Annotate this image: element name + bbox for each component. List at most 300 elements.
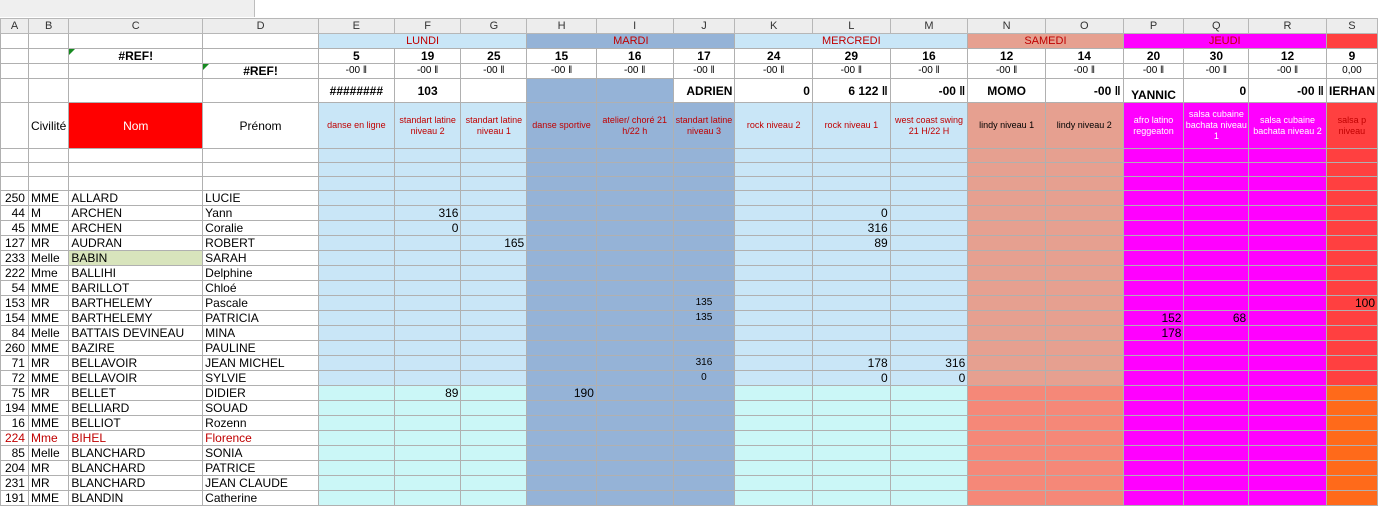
- column-header-s[interactable]: S: [1326, 19, 1377, 34]
- value-cell-k[interactable]: [735, 191, 813, 206]
- value-cell-m[interactable]: [890, 251, 968, 266]
- value-cell-l[interactable]: [812, 431, 890, 446]
- value-cell-g[interactable]: [461, 431, 527, 446]
- value-cell-s[interactable]: [1326, 461, 1377, 476]
- value-cell-g[interactable]: [461, 311, 527, 326]
- value-cell-f[interactable]: [394, 416, 461, 431]
- value-cell-q[interactable]: 68: [1184, 311, 1249, 326]
- header-number-e[interactable]: 5: [318, 49, 394, 64]
- value-cell-r[interactable]: [1249, 491, 1327, 506]
- prenom-cell[interactable]: Rozenn: [203, 416, 319, 431]
- cell-a-sum[interactable]: [1, 79, 29, 103]
- value-cell-h[interactable]: [527, 236, 597, 251]
- civilite-cell[interactable]: Mme: [28, 431, 68, 446]
- value-cell-j[interactable]: [673, 461, 735, 476]
- value-cell-j[interactable]: 135: [673, 296, 735, 311]
- value-cell-n[interactable]: [968, 461, 1046, 476]
- value-cell-r[interactable]: [1249, 461, 1327, 476]
- value-cell-h[interactable]: 190: [527, 386, 597, 401]
- empty-cell[interactable]: [673, 163, 735, 177]
- value-cell-q[interactable]: [1184, 341, 1249, 356]
- value-cell-j[interactable]: 316: [673, 356, 735, 371]
- value-cell-s[interactable]: [1326, 311, 1377, 326]
- header-value-f[interactable]: -00 ‖: [394, 64, 461, 79]
- value-cell-o[interactable]: [1045, 281, 1123, 296]
- value-cell-n[interactable]: [968, 446, 1046, 461]
- value-cell-p[interactable]: [1123, 356, 1184, 371]
- header-number-p[interactable]: 20: [1123, 49, 1184, 64]
- value-cell-r[interactable]: [1249, 191, 1327, 206]
- value-cell-m[interactable]: [890, 206, 968, 221]
- value-cell-i[interactable]: [596, 341, 673, 356]
- empty-cell[interactable]: [1123, 177, 1184, 191]
- column-header-o[interactable]: O: [1045, 19, 1123, 34]
- value-cell-s[interactable]: [1326, 266, 1377, 281]
- value-cell-m[interactable]: 0: [890, 371, 968, 386]
- subject-n[interactable]: lindy niveau 1: [968, 103, 1046, 149]
- subject-g[interactable]: standart latine niveau 1: [461, 103, 527, 149]
- value-cell-h[interactable]: [527, 446, 597, 461]
- value-cell-e[interactable]: [318, 326, 394, 341]
- value-cell-m[interactable]: [890, 191, 968, 206]
- nom-cell[interactable]: BELLET: [69, 386, 203, 401]
- value-cell-s[interactable]: [1326, 491, 1377, 506]
- column-header-d[interactable]: D: [203, 19, 319, 34]
- empty-cell[interactable]: [203, 163, 319, 177]
- value-cell-m[interactable]: [890, 296, 968, 311]
- row-id[interactable]: 127: [1, 236, 29, 251]
- value-cell-m[interactable]: [890, 431, 968, 446]
- value-cell-l[interactable]: [812, 191, 890, 206]
- value-cell-e[interactable]: [318, 191, 394, 206]
- value-cell-l[interactable]: [812, 311, 890, 326]
- empty-cell[interactable]: [673, 177, 735, 191]
- name-box[interactable]: [0, 0, 255, 17]
- row-id[interactable]: 75: [1, 386, 29, 401]
- value-cell-o[interactable]: [1045, 431, 1123, 446]
- value-cell-n[interactable]: [968, 311, 1046, 326]
- value-cell-f[interactable]: [394, 431, 461, 446]
- value-cell-s[interactable]: [1326, 446, 1377, 461]
- empty-cell[interactable]: [527, 177, 597, 191]
- empty-cell[interactable]: [1184, 149, 1249, 163]
- value-cell-s[interactable]: [1326, 476, 1377, 491]
- cell-b-day[interactable]: [28, 34, 68, 49]
- nom-cell[interactable]: ARCHEN: [69, 221, 203, 236]
- column-header-j[interactable]: J: [673, 19, 735, 34]
- nom-cell[interactable]: BLANCHARD: [69, 476, 203, 491]
- empty-cell[interactable]: [69, 163, 203, 177]
- value-cell-r[interactable]: [1249, 431, 1327, 446]
- cell-a-val[interactable]: [1, 64, 29, 79]
- value-cell-m[interactable]: [890, 461, 968, 476]
- row-id[interactable]: 233: [1, 251, 29, 266]
- empty-cell[interactable]: [735, 177, 813, 191]
- civilite-cell[interactable]: MME: [28, 341, 68, 356]
- value-cell-o[interactable]: [1045, 461, 1123, 476]
- header-value-o[interactable]: -00 ‖: [1045, 64, 1123, 79]
- value-cell-m[interactable]: 316: [890, 356, 968, 371]
- empty-cell[interactable]: [1045, 163, 1123, 177]
- subject-s[interactable]: salsa p niveau: [1326, 103, 1377, 149]
- nom-cell[interactable]: BLANDIN: [69, 491, 203, 506]
- value-cell-n[interactable]: [968, 476, 1046, 491]
- subject-q[interactable]: salsa cubaine bachata niveau 1: [1184, 103, 1249, 149]
- header-value-k[interactable]: -00 ‖: [735, 64, 813, 79]
- value-cell-s[interactable]: [1326, 191, 1377, 206]
- value-cell-p[interactable]: [1123, 416, 1184, 431]
- value-cell-o[interactable]: [1045, 491, 1123, 506]
- value-cell-o[interactable]: [1045, 206, 1123, 221]
- value-cell-f[interactable]: [394, 341, 461, 356]
- empty-cell[interactable]: [735, 163, 813, 177]
- column-header-a[interactable]: A: [1, 19, 29, 34]
- value-cell-h[interactable]: [527, 491, 597, 506]
- value-cell-o[interactable]: [1045, 221, 1123, 236]
- value-cell-p[interactable]: [1123, 236, 1184, 251]
- header-number-j[interactable]: 17: [673, 49, 735, 64]
- value-cell-k[interactable]: [735, 386, 813, 401]
- value-cell-m[interactable]: [890, 221, 968, 236]
- value-cell-r[interactable]: [1249, 356, 1327, 371]
- prenom-cell[interactable]: ROBERT: [203, 236, 319, 251]
- empty-cell[interactable]: [527, 163, 597, 177]
- value-cell-i[interactable]: [596, 431, 673, 446]
- value-cell-l[interactable]: [812, 461, 890, 476]
- day-samedi[interactable]: SAMEDI: [968, 34, 1123, 49]
- empty-cell[interactable]: [28, 177, 68, 191]
- nom-cell[interactable]: BAZIRE: [69, 341, 203, 356]
- row-id[interactable]: 44: [1, 206, 29, 221]
- civilite-cell[interactable]: MME: [28, 416, 68, 431]
- value-cell-e[interactable]: [318, 311, 394, 326]
- nom-cell[interactable]: BABIN: [69, 251, 203, 266]
- empty-cell[interactable]: [1184, 163, 1249, 177]
- value-cell-i[interactable]: [596, 386, 673, 401]
- value-cell-h[interactable]: [527, 206, 597, 221]
- prenom-cell[interactable]: PATRICIA: [203, 311, 319, 326]
- value-cell-l[interactable]: [812, 476, 890, 491]
- row-id[interactable]: 45: [1, 221, 29, 236]
- prenom-header[interactable]: Prénom: [203, 103, 319, 149]
- header-value-s[interactable]: 0,00: [1326, 64, 1377, 79]
- value-cell-e[interactable]: [318, 371, 394, 386]
- value-cell-r[interactable]: [1249, 446, 1327, 461]
- value-cell-k[interactable]: [735, 431, 813, 446]
- value-cell-i[interactable]: [596, 251, 673, 266]
- header-value-m[interactable]: -00 ‖: [890, 64, 968, 79]
- value-cell-l[interactable]: 0: [812, 371, 890, 386]
- value-cell-k[interactable]: [735, 401, 813, 416]
- value-cell-g[interactable]: 165: [461, 236, 527, 251]
- nom-cell[interactable]: BLANCHARD: [69, 461, 203, 476]
- header-number-o[interactable]: 14: [1045, 49, 1123, 64]
- value-cell-o[interactable]: [1045, 371, 1123, 386]
- column-header-i[interactable]: I: [596, 19, 673, 34]
- value-cell-r[interactable]: [1249, 281, 1327, 296]
- value-cell-j[interactable]: [673, 401, 735, 416]
- value-cell-i[interactable]: [596, 416, 673, 431]
- ref-error-d[interactable]: #REF!: [203, 64, 319, 79]
- day-jeudi[interactable]: JEUDI: [1123, 34, 1326, 49]
- value-cell-j[interactable]: [673, 386, 735, 401]
- empty-cell[interactable]: [1123, 149, 1184, 163]
- formula-bar[interactable]: [0, 0, 1378, 19]
- value-cell-g[interactable]: [461, 191, 527, 206]
- nom-cell[interactable]: BARTHELEMY: [69, 296, 203, 311]
- value-cell-k[interactable]: [735, 221, 813, 236]
- prenom-cell[interactable]: SONIA: [203, 446, 319, 461]
- value-cell-h[interactable]: [527, 311, 597, 326]
- value-cell-e[interactable]: [318, 431, 394, 446]
- value-cell-e[interactable]: [318, 206, 394, 221]
- civilite-cell[interactable]: MME: [28, 491, 68, 506]
- value-cell-f[interactable]: [394, 266, 461, 281]
- civilite-cell[interactable]: MR: [28, 296, 68, 311]
- value-cell-j[interactable]: [673, 416, 735, 431]
- empty-cell[interactable]: [394, 149, 461, 163]
- value-cell-q[interactable]: [1184, 326, 1249, 341]
- value-cell-p[interactable]: [1123, 281, 1184, 296]
- civilite-cell[interactable]: MR: [28, 356, 68, 371]
- value-cell-j[interactable]: [673, 236, 735, 251]
- value-cell-g[interactable]: [461, 446, 527, 461]
- value-cell-g[interactable]: [461, 461, 527, 476]
- value-cell-k[interactable]: [735, 251, 813, 266]
- value-cell-k[interactable]: [735, 311, 813, 326]
- value-cell-p[interactable]: [1123, 386, 1184, 401]
- value-cell-s[interactable]: [1326, 356, 1377, 371]
- value-cell-o[interactable]: [1045, 356, 1123, 371]
- empty-cell[interactable]: [1, 149, 29, 163]
- header-number-s[interactable]: 9: [1326, 49, 1377, 64]
- value-cell-q[interactable]: [1184, 446, 1249, 461]
- empty-cell[interactable]: [527, 149, 597, 163]
- value-cell-l[interactable]: 316: [812, 221, 890, 236]
- value-cell-g[interactable]: [461, 371, 527, 386]
- column-header-c[interactable]: C: [69, 19, 203, 34]
- prenom-cell[interactable]: JEAN MICHEL: [203, 356, 319, 371]
- header-number-l[interactable]: 29: [812, 49, 890, 64]
- header-value-p[interactable]: -00 ‖: [1123, 64, 1184, 79]
- prenom-cell[interactable]: DIDIER: [203, 386, 319, 401]
- value-cell-i[interactable]: [596, 461, 673, 476]
- value-cell-s[interactable]: [1326, 281, 1377, 296]
- empty-cell[interactable]: [1, 163, 29, 177]
- value-cell-k[interactable]: [735, 356, 813, 371]
- header-number-n[interactable]: 12: [968, 49, 1046, 64]
- summary-n[interactable]: MOMO: [968, 79, 1046, 103]
- value-cell-n[interactable]: [968, 236, 1046, 251]
- summary-h[interactable]: [527, 79, 597, 103]
- value-cell-n[interactable]: [968, 221, 1046, 236]
- cell-d-day[interactable]: [203, 34, 319, 49]
- value-cell-o[interactable]: [1045, 401, 1123, 416]
- subject-e[interactable]: danse en ligne: [318, 103, 394, 149]
- value-cell-e[interactable]: [318, 491, 394, 506]
- subject-i[interactable]: atelier/ choré 21 h/22 h: [596, 103, 673, 149]
- value-cell-i[interactable]: [596, 191, 673, 206]
- empty-cell[interactable]: [394, 163, 461, 177]
- value-cell-m[interactable]: [890, 401, 968, 416]
- value-cell-q[interactable]: [1184, 416, 1249, 431]
- value-cell-h[interactable]: [527, 266, 597, 281]
- value-cell-f[interactable]: [394, 491, 461, 506]
- value-cell-e[interactable]: [318, 416, 394, 431]
- cell-c-val[interactable]: [69, 64, 203, 79]
- value-cell-i[interactable]: [596, 281, 673, 296]
- nom-cell[interactable]: BELLIARD: [69, 401, 203, 416]
- value-cell-l[interactable]: 178: [812, 356, 890, 371]
- value-cell-f[interactable]: [394, 326, 461, 341]
- empty-cell[interactable]: [1326, 149, 1377, 163]
- column-header-b[interactable]: B: [28, 19, 68, 34]
- value-cell-l[interactable]: [812, 491, 890, 506]
- empty-cell[interactable]: [1123, 163, 1184, 177]
- value-cell-q[interactable]: [1184, 356, 1249, 371]
- value-cell-j[interactable]: [673, 341, 735, 356]
- value-cell-e[interactable]: [318, 461, 394, 476]
- empty-cell[interactable]: [394, 177, 461, 191]
- cell-a-day[interactable]: [1, 34, 29, 49]
- value-cell-k[interactable]: [735, 446, 813, 461]
- value-cell-k[interactable]: [735, 266, 813, 281]
- value-cell-g[interactable]: [461, 206, 527, 221]
- value-cell-e[interactable]: [318, 446, 394, 461]
- cell-b-val[interactable]: [28, 64, 68, 79]
- prenom-cell[interactable]: Chloé: [203, 281, 319, 296]
- subject-o[interactable]: lindy niveau 2: [1045, 103, 1123, 149]
- value-cell-g[interactable]: [461, 386, 527, 401]
- value-cell-m[interactable]: [890, 281, 968, 296]
- row-id[interactable]: 222: [1, 266, 29, 281]
- empty-cell[interactable]: [1326, 163, 1377, 177]
- empty-cell[interactable]: [890, 163, 968, 177]
- value-cell-f[interactable]: [394, 296, 461, 311]
- value-cell-h[interactable]: [527, 371, 597, 386]
- subject-k[interactable]: rock niveau 2: [735, 103, 813, 149]
- row-id[interactable]: 72: [1, 371, 29, 386]
- header-number-g[interactable]: 25: [461, 49, 527, 64]
- value-cell-o[interactable]: [1045, 296, 1123, 311]
- empty-cell[interactable]: [1249, 163, 1327, 177]
- value-cell-r[interactable]: [1249, 251, 1327, 266]
- header-number-q[interactable]: 30: [1184, 49, 1249, 64]
- subject-h[interactable]: danse sportive: [527, 103, 597, 149]
- value-cell-l[interactable]: [812, 326, 890, 341]
- prenom-cell[interactable]: Coralie: [203, 221, 319, 236]
- value-cell-p[interactable]: [1123, 206, 1184, 221]
- value-cell-r[interactable]: [1249, 266, 1327, 281]
- value-cell-r[interactable]: [1249, 311, 1327, 326]
- row-id[interactable]: 224: [1, 431, 29, 446]
- value-cell-l[interactable]: [812, 386, 890, 401]
- value-cell-g[interactable]: [461, 326, 527, 341]
- value-cell-g[interactable]: [461, 251, 527, 266]
- value-cell-s[interactable]: [1326, 206, 1377, 221]
- value-cell-o[interactable]: [1045, 416, 1123, 431]
- header-number-m[interactable]: 16: [890, 49, 968, 64]
- value-cell-r[interactable]: [1249, 206, 1327, 221]
- value-cell-s[interactable]: 100: [1326, 296, 1377, 311]
- value-cell-i[interactable]: [596, 326, 673, 341]
- value-cell-k[interactable]: [735, 416, 813, 431]
- value-cell-f[interactable]: [394, 461, 461, 476]
- value-cell-i[interactable]: [596, 221, 673, 236]
- value-cell-e[interactable]: [318, 221, 394, 236]
- row-id[interactable]: 154: [1, 311, 29, 326]
- value-cell-k[interactable]: [735, 296, 813, 311]
- value-cell-q[interactable]: [1184, 386, 1249, 401]
- value-cell-k[interactable]: [735, 236, 813, 251]
- column-header-q[interactable]: Q: [1184, 19, 1249, 34]
- prenom-cell[interactable]: Yann: [203, 206, 319, 221]
- value-cell-o[interactable]: [1045, 341, 1123, 356]
- value-cell-h[interactable]: [527, 191, 597, 206]
- empty-cell[interactable]: [890, 177, 968, 191]
- summary-i[interactable]: [596, 79, 673, 103]
- subject-f[interactable]: standart latine niveau 2: [394, 103, 461, 149]
- summary-s[interactable]: IERHAN: [1326, 79, 1377, 103]
- civilite-cell[interactable]: MR: [28, 236, 68, 251]
- value-cell-g[interactable]: [461, 221, 527, 236]
- empty-cell[interactable]: [596, 163, 673, 177]
- value-cell-i[interactable]: [596, 266, 673, 281]
- summary-l[interactable]: 6 122 ‖: [812, 79, 890, 103]
- empty-cell[interactable]: [1045, 177, 1123, 191]
- value-cell-j[interactable]: [673, 191, 735, 206]
- day-mardi[interactable]: MARDI: [527, 34, 735, 49]
- civilite-header[interactable]: Civilité: [28, 103, 68, 149]
- value-cell-h[interactable]: [527, 341, 597, 356]
- header-value-l[interactable]: -00 ‖: [812, 64, 890, 79]
- nom-cell[interactable]: ALLARD: [69, 191, 203, 206]
- value-cell-e[interactable]: [318, 341, 394, 356]
- value-cell-f[interactable]: 316: [394, 206, 461, 221]
- civilite-cell[interactable]: Melle: [28, 326, 68, 341]
- header-number-f[interactable]: 19: [394, 49, 461, 64]
- value-cell-m[interactable]: [890, 311, 968, 326]
- value-cell-r[interactable]: [1249, 326, 1327, 341]
- value-cell-m[interactable]: [890, 446, 968, 461]
- value-cell-s[interactable]: [1326, 416, 1377, 431]
- value-cell-e[interactable]: [318, 236, 394, 251]
- value-cell-f[interactable]: [394, 251, 461, 266]
- value-cell-o[interactable]: [1045, 326, 1123, 341]
- prenom-cell[interactable]: SYLVIE: [203, 371, 319, 386]
- value-cell-r[interactable]: [1249, 236, 1327, 251]
- value-cell-h[interactable]: [527, 326, 597, 341]
- value-cell-g[interactable]: [461, 491, 527, 506]
- value-cell-n[interactable]: [968, 206, 1046, 221]
- nom-header[interactable]: Nom: [69, 103, 203, 149]
- value-cell-j[interactable]: [673, 326, 735, 341]
- value-cell-f[interactable]: [394, 191, 461, 206]
- prenom-cell[interactable]: SARAH: [203, 251, 319, 266]
- value-cell-f[interactable]: 0: [394, 221, 461, 236]
- value-cell-g[interactable]: [461, 341, 527, 356]
- value-cell-n[interactable]: [968, 356, 1046, 371]
- value-cell-q[interactable]: [1184, 476, 1249, 491]
- value-cell-n[interactable]: [968, 266, 1046, 281]
- day-lundi[interactable]: LUNDI: [318, 34, 526, 49]
- civilite-cell[interactable]: M: [28, 206, 68, 221]
- prenom-cell[interactable]: JEAN CLAUDE: [203, 476, 319, 491]
- subject-j[interactable]: standart latine niveau 3: [673, 103, 735, 149]
- civilite-cell[interactable]: Mme: [28, 266, 68, 281]
- cell-c-sum[interactable]: [69, 79, 203, 103]
- value-cell-p[interactable]: [1123, 251, 1184, 266]
